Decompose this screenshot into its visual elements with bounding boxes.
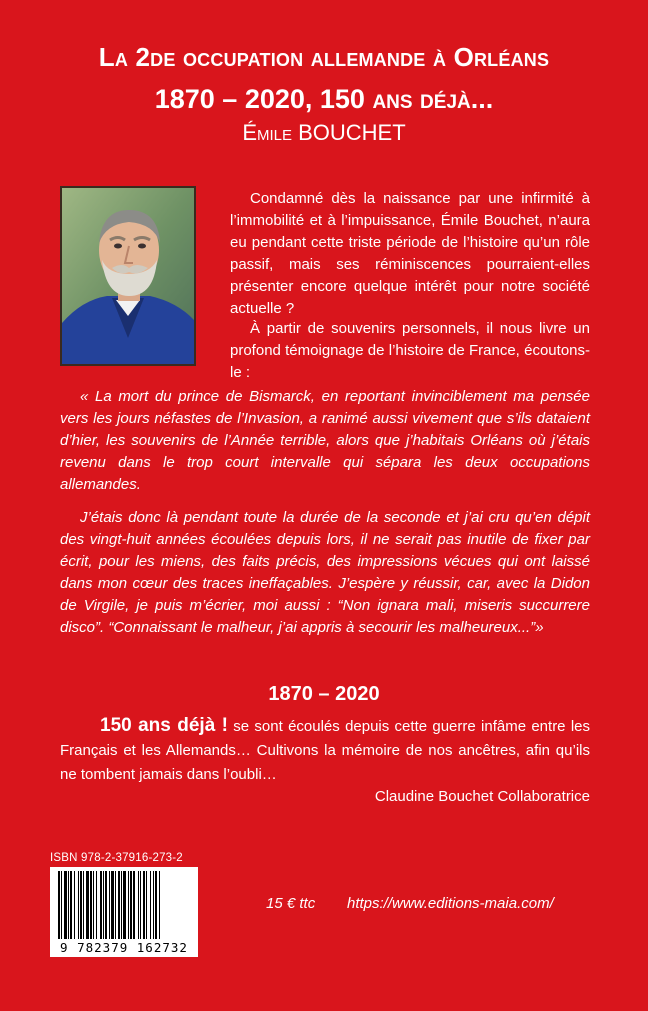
price: 15 € ttc: [266, 895, 316, 912]
title-tail: ans déjà...: [364, 84, 494, 114]
quote-paragraph-1: « La mort du prince de Bismarck, en reportant invinciblement ma pensée vers les jours néfastes de l’Invasion, a ranimé aussi vivement que s’ils dataient d’hier, les souvenirs de l’Année terrible, alors que j’habitais Orléans où j’étais revenu dans le trop court intervalle qui sépara les deux occupations allemandes.: [60, 388, 590, 493]
author-portrait: [60, 186, 196, 366]
anniversary-lead: 150 ans déjà !: [100, 715, 228, 736]
author-name: Émile BOUCHET: [242, 120, 406, 145]
anniversary-text: se sont écoulés depuis cette guerre infâme entre les Français et les Allemands… Cultivons la mémoire de nos ancêtres, afin qu’ils ne tombent jamais dans l’oubli…: [60, 718, 590, 783]
quote-paragraph-2: J’étais donc là pendant toute la durée de la seconde et j’ai cru qu’en dépit des vingt-huit années écoulées depuis lors, il ne serait pas inutile de fixer par écrit, pour les miens, des faits précis, des impressions vécues qui ont laissé dans mon cœur des traces ineffaçables. J’espère y réussir, car, avec la Didon de Virgile, je puis m’écrier, moi aussi : “Non ignara mali, miseris succurrere disco”. “Connaissant le malheur, j’ai appris à secourir les malheureux...”»: [60, 509, 590, 636]
anniversary-paragraph: [60, 714, 590, 787]
barcode-bars: [56, 871, 194, 939]
publisher-website[interactable]: https://www.editions-maia.com/: [347, 895, 554, 912]
anniversary-dates: 1870 – 2020: [268, 683, 380, 705]
book-title-line1: La 2de occupation allemande à Orléans: [98, 42, 550, 72]
isbn-number: ISBN 978-2-37916-273-2: [50, 852, 183, 864]
book-title-line2: [0, 84, 648, 115]
intro-paragraph-1: Condamné dès la naissance par une infirmité à l’immobilité et à l’impuissance, Émile Bouchet, n’aura eu pendant cette triste période de l’histoire qu’un rôle passif, mais ses réminiscences pourraient-elles présenter encore quelque intérêt pour notre société actuelle ?: [230, 190, 590, 317]
intro-paragraph-2: À partir de souvenirs personnels, il nous livre un profond témoignage de l’histoire de France, écoutons-le :: [230, 320, 590, 381]
barcode: [50, 867, 198, 957]
title-dates: 1870 – 2020, 150: [154, 84, 365, 114]
barcode-digits: 9 782379 162732: [60, 940, 188, 955]
credit-line: Claudine Bouchet Collaboratrice: [374, 788, 590, 805]
